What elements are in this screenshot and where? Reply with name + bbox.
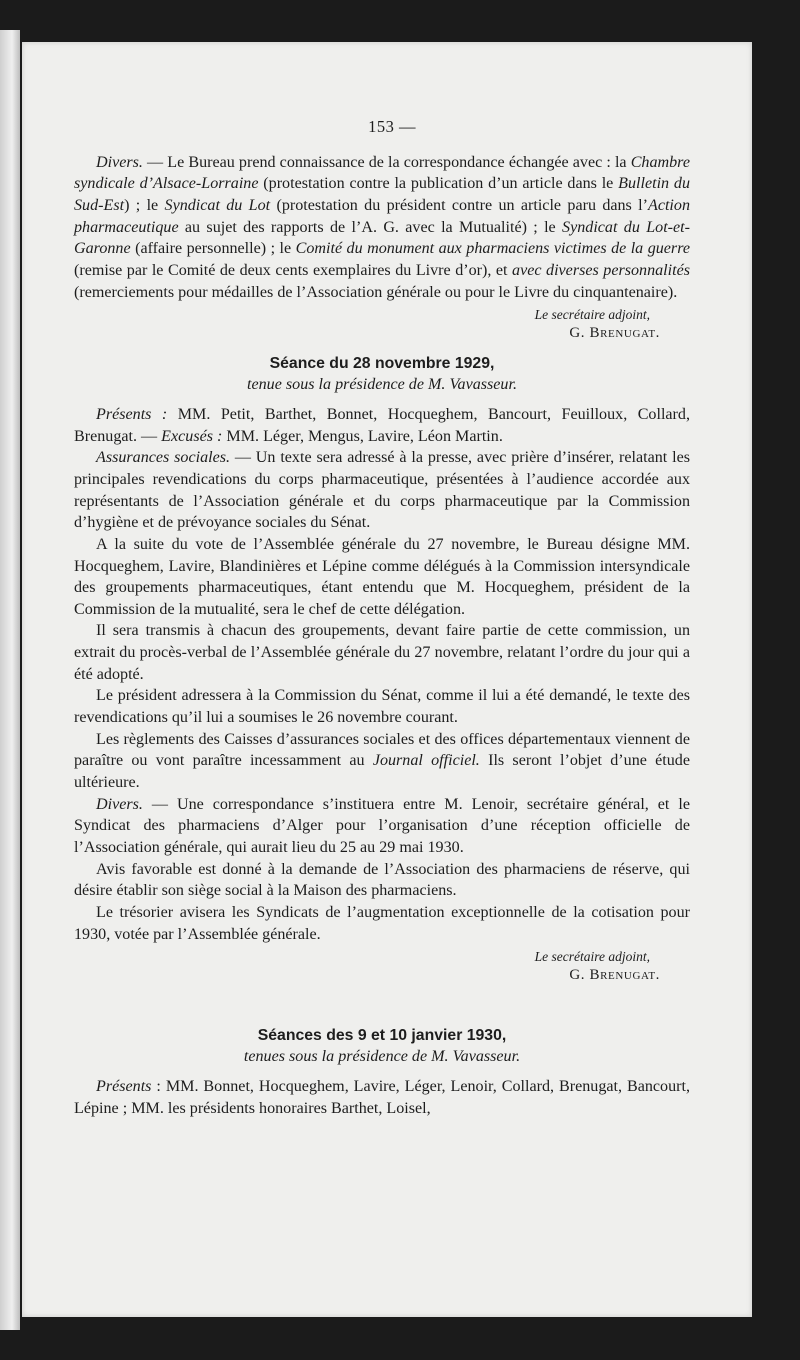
paragraph-senat: Le président adressera à la Commission du Sénat, comme il lui a été demandé, le texte des revendications qu’il lui a soumises le 26 novembre courant. (74, 687, 690, 727)
italic-run: Syndicat du Lot (164, 196, 271, 214)
text-run: Les règlements des Caisses d’assurances sociales et des offices départementaux viennent de paraître ou vont paraître incessamment au (74, 730, 690, 770)
paragraph-presents-2 (74, 1076, 690, 1119)
paragraph-lead: Assurances sociales. (96, 449, 231, 467)
italic-run: Bulletin du Sud-Est (74, 175, 690, 214)
text-run: — Le Bureau prend connaissance de la correspondance échangée avec : la (142, 153, 631, 171)
paragraph-reglements (74, 729, 690, 794)
signature-initial: G. (569, 325, 590, 342)
paragraph-avis: Avis favorable est donné à la demande de l’Association des pharmaciens de réserve, qui désire établir son siège social à la Maison des pharmaciens. (74, 860, 690, 900)
italic-run: Action pharmaceutique (74, 196, 690, 236)
text-run: — Une correspondance s’instituera entre M. Lenoir, secrétaire général, et le Syndicat des pharmaciens d’Alger pour l’organisation d’une réception officielle de l’Association générale, qui aurait lieu du 25 au 29 mai 1930. (74, 795, 690, 857)
italic-run: Syndicat du Lot-et-Garonne (74, 218, 690, 258)
text-run: MM. Petit, Barthet, Bonnet, Hocqueghem, Bancourt, Feuilloux, Collard, Brenugat. — (74, 405, 690, 445)
paragraph-divers-1 (74, 152, 690, 304)
paragraph-presents-1 (74, 404, 690, 447)
document-page (22, 42, 752, 1317)
text-run: (affaire personnelle) ; le (130, 240, 296, 258)
italic-run: Chambre syndicale d’Alsace-Lorraine (74, 153, 690, 193)
paragraph-divers-2 (74, 794, 690, 859)
page-number: 153 — (368, 117, 416, 136)
signature-surname: Brenugat. (589, 325, 660, 342)
text-run: (remerciements pour médailles de l’Association générale ou pour le Livre du cinquantenaire). (74, 283, 678, 301)
paragraph-lead: Présents (96, 1077, 152, 1095)
section-title-1: Séance du 28 novembre 1929, (269, 355, 495, 373)
text-run: (protestation contre la publication d’un article dans le (258, 175, 619, 193)
signature-role: Le secrétaire adjoint, (534, 949, 650, 965)
italic-run: avec diverses personnalités (512, 261, 690, 279)
italic-run: Journal officiel. (372, 752, 480, 770)
signature-surname: Brenugat. (589, 967, 660, 984)
paragraph-lead: Divers. (96, 153, 143, 171)
section-spacer (74, 995, 690, 1017)
text-run: — Un texte sera adressé à la presse, avec prière d’insérer, relatant les principales revendications du corps pharmaceutique, présentées à l’audience accordée aux représentants de l’Association générale et du corps pharmaceutique par la Commission d’hygiène et de prévoyance sociales du Sénat. (74, 449, 690, 532)
text-run: Ils seront l’objet d’une étude ultérieure. (74, 752, 690, 792)
section-title-2: Séances des 9 et 10 janvier 1930, (257, 1027, 507, 1045)
text-run: au sujet des rapports de l’A. G. avec la Mutualité) ; le (178, 218, 563, 236)
paragraph-lead: Divers. (96, 795, 143, 813)
signature-name (74, 966, 660, 985)
signature-name (74, 324, 660, 343)
text-run: (remise par le Comité de deux cents exemplaires du Livre d’or), et (74, 261, 513, 279)
paragraph-assurances (74, 447, 690, 534)
text-run: ) ; le (124, 196, 165, 214)
text-run: : MM. Bonnet, Hocqueghem, Lavire, Léger, Lenoir, Collard, Brenugat, Bancourt, Lépine ; MM. les présidents honoraires Barthet, Loisel, (74, 1077, 690, 1117)
page-content (74, 116, 690, 1119)
text-run: (protestation du président contre un article paru dans l’ (270, 196, 648, 214)
paragraph-tresorier: Le trésorier avisera les Syndicats de l’augmentation exceptionnelle de la cotisation pour 1930, votée par l’Assemblée générale. (74, 904, 690, 943)
paragraph-delegation: A la suite du vote de l’Assemblée générale du 27 novembre, le Bureau désigne MM. Hocqueghem, Lavire, Blandinières et Lépine comme délégués à la Commission intersyndicale des groupements pharmaceutiques, étant entendu que M. Hocqueghem, président de la Commission de la mutualité, sera le chef de cette délégation. (74, 535, 690, 618)
italic-run: Comité du monument aux pharmaciens victimes de la guerre (295, 240, 690, 258)
section-subtitle-1: tenue sous la présidence de M. Vavasseur. (247, 376, 517, 394)
signature-initial: G. (569, 967, 590, 984)
text-run: MM. Léger, Mengus, Lavire, Léon Martin. (222, 427, 503, 445)
adjacent-page-edge (0, 30, 20, 1330)
signature-block-2 (74, 947, 690, 985)
signature-block-1 (74, 305, 690, 343)
signature-role: Le secrétaire adjoint, (534, 307, 650, 323)
section-subtitle-2: tenues sous la présidence de M. Vavasseur. (243, 1048, 521, 1066)
italic-run: Excusés : (161, 427, 223, 445)
paragraph-extrait: Il sera transmis à chacun des groupements, devant faire partie de cette commission, un extrait du procès-verbal de l’Assemblée générale du 27 novembre, relatant l’ordre du jour qui a été adopté. (74, 622, 690, 683)
paragraph-lead: Présents : (96, 405, 168, 423)
